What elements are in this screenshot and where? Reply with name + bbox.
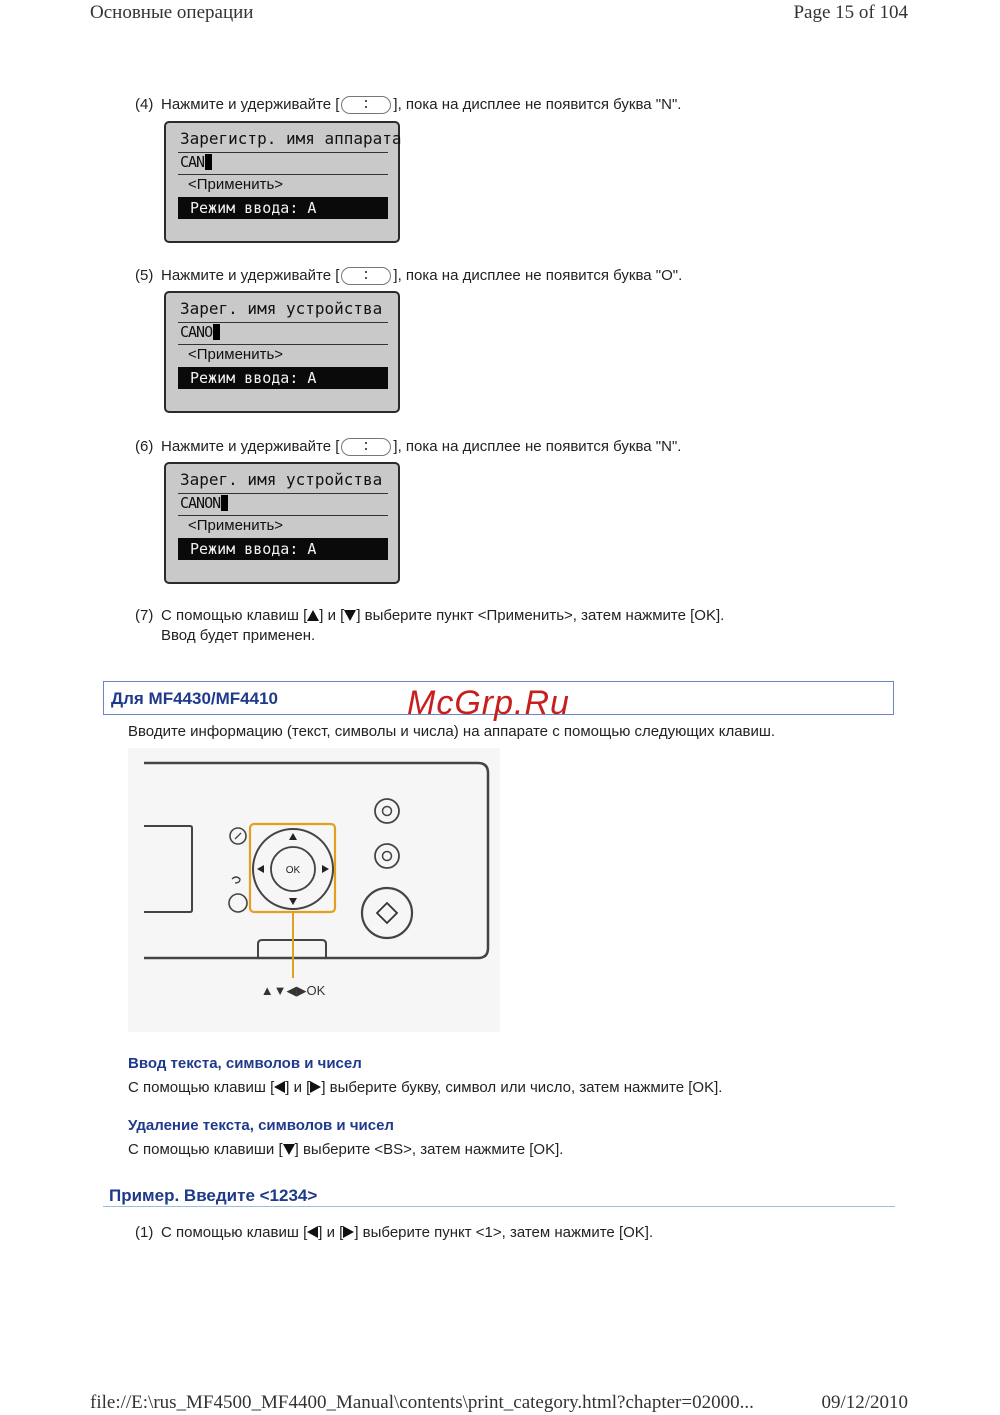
- left-arrow-icon: [274, 1081, 285, 1093]
- delete-instructions: С помощью клавиши [ ] выберите <BS>, затем нажмите [OK].: [128, 1141, 564, 1158]
- section-title: Для MF4430/MF4410: [111, 689, 279, 708]
- lcd-title: Зарег. имя устройства: [180, 470, 383, 489]
- example-step-1: (1) С помощью клавиш [ ] и [ ] выберите пункт <1>, затем нажмите [OK].: [135, 1224, 654, 1241]
- lcd-value: CANO: [180, 323, 220, 341]
- lcd-input-mode: Режим ввода: A: [178, 538, 388, 560]
- input-instructions: С помощью клавиш [ ] и [ ] выберите букву, символ или число, затем нажмите [OK].: [128, 1079, 723, 1096]
- lcd-input-mode: Режим ввода: A: [178, 367, 388, 389]
- dpad-keys-caption: ▲▼◀▶OK: [260, 983, 326, 998]
- step-number: (6): [135, 438, 154, 455]
- step-number: (5): [135, 267, 154, 284]
- page-header-title: Основные операции: [90, 2, 254, 23]
- key-button-icon: [341, 96, 391, 114]
- control-panel-illustration: [128, 748, 500, 1032]
- step-number: (4): [135, 96, 154, 113]
- cursor-icon: [213, 324, 220, 340]
- step-text-pre: Нажмите и удерживайте [: [161, 96, 340, 113]
- example-heading: Пример. Введите <1234>: [109, 1186, 318, 1205]
- cursor-icon: [221, 495, 228, 511]
- step-4: [135, 95, 681, 114]
- lcd-title: Зарегистр. имя аппарата: [180, 129, 402, 148]
- key-button-icon: [341, 267, 391, 285]
- down-arrow-icon: [344, 610, 356, 621]
- lcd-value: CAN: [180, 153, 212, 171]
- footer-file-path: file://E:\rus_MF4500_MF4400_Manual\contents\print_category.html?chapter=02000...: [90, 1392, 754, 1413]
- lcd-apply-option: <Применить>: [188, 346, 284, 363]
- ok-key-label: OK: [285, 865, 301, 876]
- lcd-display-step-6: [164, 462, 400, 584]
- step-7-result: Ввод будет применен.: [161, 627, 316, 644]
- step-text-post: ], пока на дисплее не появится буква "N".: [393, 438, 682, 455]
- section-divider: [103, 1206, 895, 1207]
- step-5: [135, 266, 682, 285]
- right-arrow-icon: [310, 1081, 321, 1093]
- lcd-apply-option: <Применить>: [188, 517, 284, 534]
- step-number: (7): [135, 607, 154, 624]
- step-text-post: ], пока на дисплее не появится буква "N".: [393, 96, 682, 113]
- step-6: [135, 437, 681, 456]
- input-subheading: Ввод текста, символов и чисел: [128, 1055, 362, 1072]
- left-arrow-icon: [307, 1226, 318, 1238]
- cursor-icon: [205, 154, 212, 170]
- footer-date: 09/12/2010: [821, 1392, 908, 1413]
- lcd-apply-option: <Применить>: [188, 176, 284, 193]
- lcd-input-mode: Режим ввода: A: [178, 197, 388, 219]
- lcd-display-step-4: [164, 121, 400, 243]
- down-arrow-icon: [283, 1144, 295, 1155]
- lcd-display-step-5: [164, 291, 400, 413]
- watermark-logo: McGrp.Ru: [407, 684, 570, 722]
- lcd-value: CANON: [180, 494, 228, 512]
- key-button-icon: [341, 438, 391, 456]
- right-arrow-icon: [343, 1226, 354, 1238]
- up-arrow-icon: [307, 610, 319, 621]
- step-text-pre: Нажмите и удерживайте [: [161, 438, 340, 455]
- step-text-pre: Нажмите и удерживайте [: [161, 267, 340, 284]
- step-7: (7) С помощью клавиш [ ] и [ ] выберите пункт <Применить>, затем нажмите [OK].: [135, 607, 725, 624]
- step-number: (1): [135, 1224, 154, 1241]
- delete-subheading: Удаление текста, символов и чисел: [128, 1117, 394, 1134]
- page-number: Page 15 of 104: [793, 2, 908, 23]
- step-text-post: ], пока на дисплее не появится буква "O".: [393, 267, 683, 284]
- section-intro: Вводите информацию (текст, символы и числа) на аппарате с помощью следующих клавиш.: [128, 723, 776, 740]
- lcd-title: Зарег. имя устройства: [180, 299, 383, 318]
